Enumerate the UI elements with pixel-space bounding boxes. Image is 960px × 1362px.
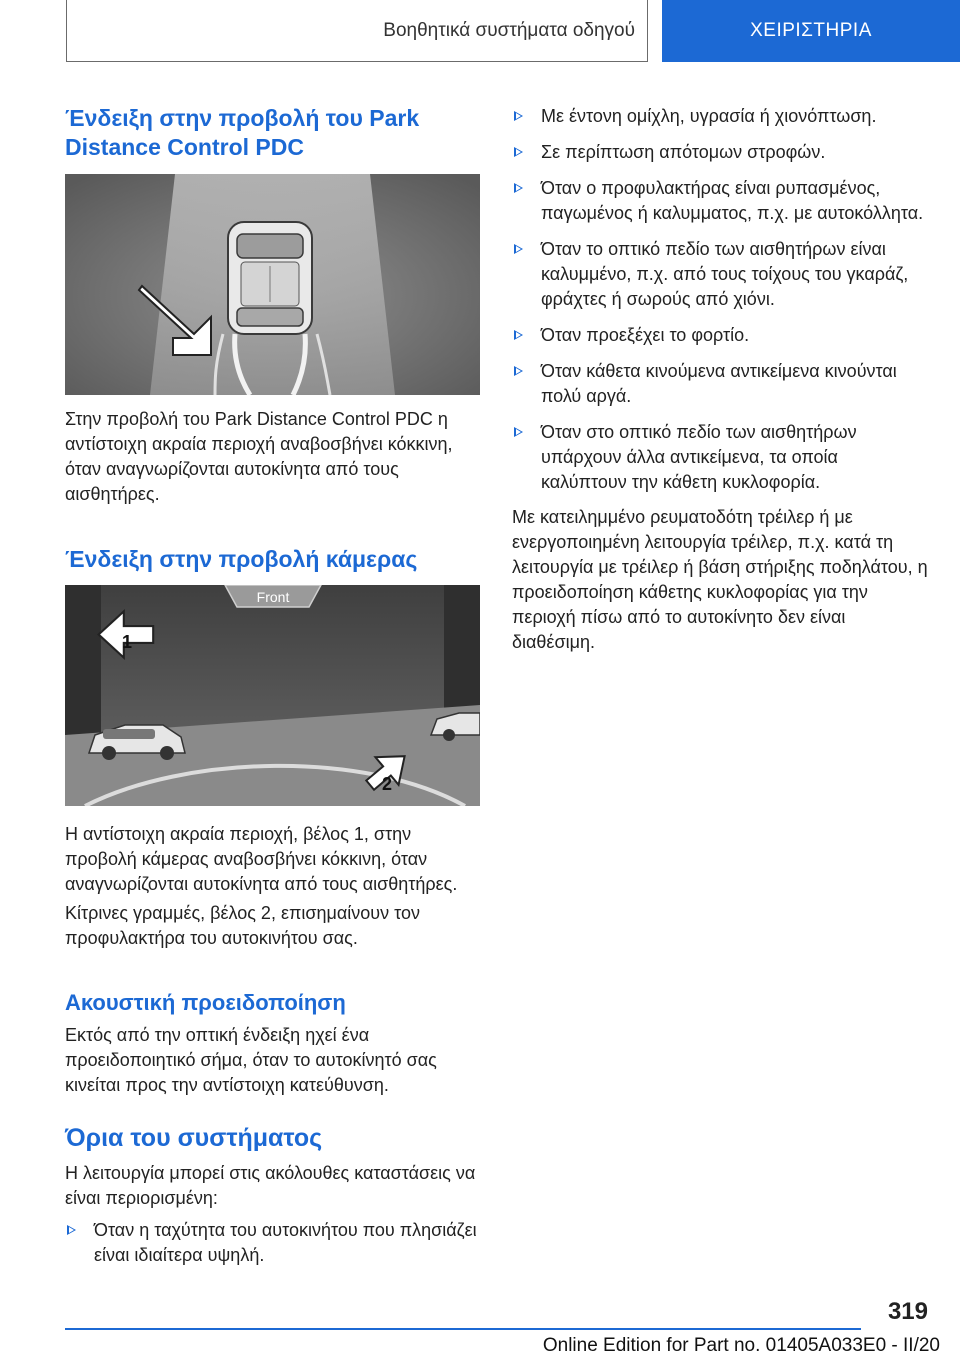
- triangle-bullet-icon: [514, 244, 523, 254]
- pdc-view-figure: [65, 174, 480, 395]
- arrow-1-label: 1: [121, 632, 133, 652]
- chapter-tab[interactable]: [662, 0, 960, 62]
- heading-camera: Ένδειξη στην προβολή κάμερας: [65, 546, 418, 572]
- page-number: 319: [887, 1298, 928, 1325]
- list-item: Όταν η ταχύτητα του αυτοκινήτου που πλησιάζει είναι ιδιαίτερα υψηλή.: [65, 1218, 480, 1268]
- paragraph-pdc: Στην προβολή του Park Distance Control PDC η αντίστοιχη ακραία περιοχή αναβοσβήνει κόκκινη, όταν αναγνωρίζονται αυτοκίνητα από τους αισθητήρες.: [65, 409, 453, 504]
- triangle-bullet-icon: [67, 1225, 76, 1235]
- section-header: [66, 0, 648, 62]
- arrow-2-label: 2: [381, 774, 393, 794]
- paragraph-limits: Η λειτουργία μπορεί στις ακόλουθες καταστάσεις να είναι περιορισμένη:: [65, 1163, 476, 1208]
- limits-list-left: [65, 1218, 480, 1268]
- list-item: Όταν στο οπτικό πεδίο των αισθητήρων υπάρχουν άλλα αντικείμενα, τα οποία καλύπτουν την κάθετη κυκλοφορία.: [512, 420, 928, 495]
- list-item: Όταν προεξέχει το φορτίο.: [512, 323, 928, 348]
- list-item: Με έντονη ομίχλη, υγρασία ή χιονόπτωση.: [512, 104, 928, 129]
- paragraph-camera-2: Κίτρινες γραμμές, βέλος 2, επισημαίνουν τον προφυλακτήρα του αυτοκινήτου σας.: [65, 903, 421, 948]
- heading-acoustic: Ακουστική προειδοποίηση: [65, 990, 346, 1015]
- camera-view-figure: [65, 585, 480, 806]
- triangle-bullet-icon: [514, 183, 523, 193]
- triangle-bullet-icon: [514, 111, 523, 121]
- footer-edition: Online Edition for Part no. 01405A033E0 - II/20: [542, 1335, 940, 1356]
- list-item: Όταν ο προφυλακτήρας είναι ρυπασμένος, παγωμένος ή καλυμματος, π.χ. με αυτοκόλλητα.: [512, 176, 928, 226]
- limits-list-right: [512, 104, 928, 495]
- list-item: Όταν το οπτικό πεδίο των αισθητήρων είναι καλυμμένο, π.χ. από τους τοίχους του γκαράζ, φράχτες ή σωρούς από χιόνι.: [512, 237, 928, 312]
- triangle-bullet-icon: [514, 330, 523, 340]
- triangle-bullet-icon: [514, 366, 523, 376]
- front-label: Front: [256, 589, 290, 605]
- camera-view-illustration: [65, 585, 480, 806]
- heading-pdc: Ένδειξη στην προβολή του Park Distance Control PDC: [65, 105, 420, 160]
- triangle-bullet-icon: [514, 427, 523, 437]
- heading-limits: Όρια του συστήματος: [65, 1124, 323, 1152]
- paragraph-acoustic: Εκτός από την οπτική ένδειξη ηχεί ένα προειδοποιητικό σήμα, όταν το αυτοκίνητό σας κινείται προς την αντίστοιχη κατεύθυνση.: [65, 1025, 437, 1095]
- footer-divider: [65, 1328, 861, 1330]
- paragraph-camera-1: Η αντίστοιχη ακραία περιοχή, βέλος 1, στην προβολή κάμερας αναβοσβήνει κόκκινη, όταν αναγνωρίζονται αυτοκίνητα από τους αισθητήρες.: [65, 824, 458, 894]
- section-title: Βοηθητικά συστήματα οδηγού: [383, 19, 635, 41]
- chapter-title: ΧΕΙΡΙΣΤΗΡΙΑ: [750, 20, 872, 41]
- list-item: Όταν κάθετα κινούμενα αντικείμενα κινούνται πολύ αργά.: [512, 359, 928, 409]
- paragraph-trailer: Με κατειλημμένο ρευματοδότη τρέιλερ ή με ενεργοποιημένη λειτουργία τρέιλερ, π.χ. κατά τη λειτουργία με τρέιλερ ή βάση στήριξης ποδηλάτου, η προειδοποίηση κάθετης κυκλοφορίας για την περιοχή πίσω από το αυτοκίνητο δεν είναι διαθέσιμη.: [512, 507, 928, 652]
- list-item: Σε περίπτωση απότομων στροφών.: [512, 140, 928, 165]
- pdc-view-illustration: [65, 174, 480, 395]
- triangle-bullet-icon: [514, 147, 523, 157]
